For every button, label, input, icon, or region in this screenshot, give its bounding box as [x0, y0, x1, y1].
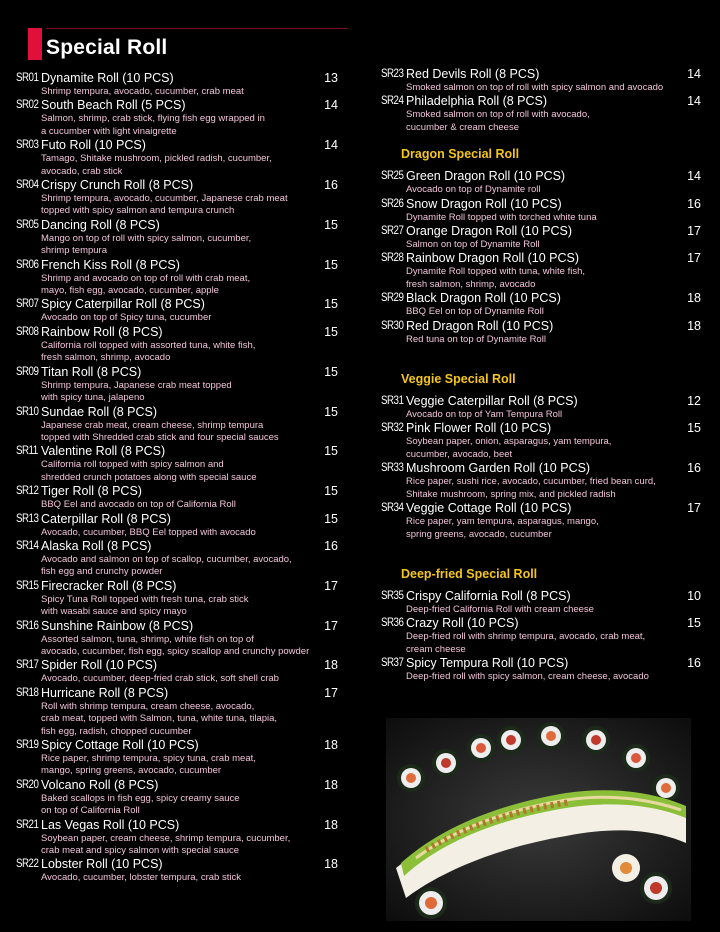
item-description: cucumber, avocado, beet — [406, 448, 513, 460]
item-description: mango, spring greens, avocado, cucumber — [41, 765, 222, 777]
item-code: SR25 — [381, 170, 404, 183]
item-description: Avocado, cucumber, BBQ Eel topped with avocado — [41, 526, 256, 538]
item-name: Sundae Roll (8 PCS) — [41, 404, 158, 419]
item-code: SR04 — [16, 179, 39, 192]
item-description: crab meat, topped with Salmon, tuna, white tuna, tilapia, — [41, 713, 278, 725]
item-name: Rainbow Dragon Roll (10 PCS) — [406, 251, 579, 266]
item-name: Futo Roll (10 PCS) — [41, 138, 146, 153]
item-code: SR15 — [16, 579, 39, 592]
menu-item-sr11 — [16, 444, 338, 484]
item-price: 15 — [324, 257, 338, 272]
item-description: topped with spicy salmon and tempura crunch — [41, 205, 235, 217]
item-price: 18 — [324, 738, 338, 752]
item-code: SR05 — [16, 218, 39, 231]
item-description: Avocado and salmon on top of scallop, cucumber, avocado, — [41, 553, 292, 565]
item-name: Las Vegas Roll (10 PCS) — [41, 817, 180, 832]
item-code: SR37 — [381, 657, 404, 670]
item-price: 15 — [324, 324, 338, 339]
item-code: SR21 — [16, 818, 39, 831]
item-description: cream cheese — [406, 643, 466, 655]
item-price: 17 — [687, 251, 701, 266]
item-price: 14 — [687, 169, 701, 184]
item-code: SR09 — [16, 365, 39, 378]
item-code: SR24 — [381, 95, 404, 108]
item-description: Spicy Tuna Roll topped with fresh tuna, crab stick — [41, 593, 249, 605]
item-description: Avocado, cucumber, deep-fried crab stick, soft shell crab — [41, 673, 279, 685]
dragon-list — [381, 169, 701, 346]
item-name: Veggie Caterpillar Roll (8 PCS) — [406, 394, 578, 409]
item-description: Avocado on top of Dynamite roll — [406, 184, 541, 196]
item-name: Spicy Caterpillar Roll (8 PCS) — [41, 297, 205, 312]
item-description: spring greens, avocado, cucumber — [406, 528, 552, 540]
item-code: SR27 — [381, 225, 404, 238]
item-price: 18 — [324, 817, 338, 832]
item-description: a cucumber with light vinaigrette — [41, 125, 177, 137]
item-name: Pink Flower Roll (10 PCS) — [406, 421, 552, 436]
sushi-photo-image — [386, 718, 691, 921]
item-description: Red tuna on top of Dynamite Roll — [406, 333, 546, 345]
item-description: Rice paper, shrimp tempura, spicy tuna, crab meat, — [41, 753, 256, 764]
menu-item-sr03 — [16, 138, 338, 178]
item-price: 17 — [687, 224, 701, 239]
menu-item-sr21 — [16, 818, 338, 858]
item-name: Dynamite Roll (10 PCS) — [41, 71, 174, 85]
section-heading-dragon: Dragon Special Roll — [401, 147, 520, 162]
item-description: Soybean paper, onion, asparagus, yam tempura, — [406, 436, 612, 448]
item-code: SR02 — [16, 99, 39, 112]
item-price: 15 — [324, 404, 338, 419]
item-description: Smoked salmon on top of roll with spicy salmon and avocado — [406, 82, 664, 93]
item-name: Red Devils Roll (8 PCS) — [406, 67, 540, 81]
item-description: Rice paper, sushi rice, avocado, cucumber, fried bean curd, — [406, 476, 656, 488]
item-price: 16 — [687, 461, 701, 476]
item-name: Dancing Roll (8 PCS) — [41, 217, 160, 232]
menu-item-sr17 — [16, 658, 338, 685]
page-title: Special Roll — [46, 36, 168, 59]
item-code: SR08 — [16, 325, 39, 338]
item-description: on top of California Roll — [41, 805, 140, 817]
item-name: Titan Roll (8 PCS) — [41, 364, 142, 379]
item-price: 17 — [324, 578, 338, 593]
item-price: 14 — [324, 98, 338, 113]
item-price: 18 — [687, 318, 701, 333]
section-heading-veggie: Veggie Special Roll — [401, 372, 516, 387]
item-name: Lobster Roll (10 PCS) — [41, 857, 163, 872]
menu-item-sr04 — [16, 178, 338, 218]
item-price: 10 — [687, 588, 701, 603]
right-menu-column — [381, 67, 701, 684]
item-code: SR35 — [381, 589, 404, 602]
item-code: SR33 — [381, 462, 404, 475]
item-price: 18 — [324, 857, 338, 872]
item-name: Caterpillar Roll (8 PCS) — [41, 511, 171, 526]
item-description: shrimp tempura — [41, 245, 107, 257]
item-description: Mango on top of roll with spicy salmon, cucumber, — [41, 232, 252, 244]
menu-item-sr37 — [381, 656, 701, 683]
item-description: cucumber & cream cheese — [406, 121, 519, 133]
menu-item-sr25 — [381, 169, 701, 196]
menu-item-sr26 — [381, 197, 701, 224]
item-name: Red Dragon Roll (10 PCS) — [406, 318, 554, 333]
item-code: SR34 — [381, 502, 404, 515]
menu-item-sr05 — [16, 218, 338, 258]
item-code: SR23 — [381, 68, 404, 80]
menu-item-sr02 — [16, 98, 338, 138]
item-price: 16 — [324, 178, 338, 193]
item-price: 15 — [324, 364, 338, 379]
menu-item-sr32 — [381, 421, 701, 461]
item-name: Tiger Roll (8 PCS) — [41, 484, 142, 499]
item-price: 15 — [324, 297, 338, 312]
menu-item-sr31 — [381, 394, 701, 421]
item-description: avocado, crab stick — [41, 165, 123, 177]
title-rule — [46, 28, 348, 29]
sushi-photo — [386, 718, 691, 921]
item-description: with wasabi sauce and spicy mayo — [41, 606, 187, 618]
menu-item-sr12 — [16, 484, 338, 511]
item-name: French Kiss Roll (8 PCS) — [41, 257, 180, 272]
item-price: 15 — [324, 444, 338, 459]
menu-item-sr27 — [381, 224, 701, 251]
item-name: Hurricane Roll (8 PCS) — [41, 685, 169, 700]
item-description: Avocado on top of Yam Tempura Roll — [406, 409, 563, 421]
item-price: 13 — [324, 71, 338, 85]
item-name: Veggie Cottage Roll (10 PCS) — [406, 501, 572, 516]
item-name: Crispy Crunch Roll (8 PCS) — [41, 178, 194, 193]
menu-item-sr06 — [16, 258, 338, 298]
item-price: 16 — [324, 538, 338, 553]
menu-item-sr13 — [16, 512, 338, 539]
menu-item-sr36 — [381, 616, 701, 656]
item-code: SR32 — [381, 422, 404, 435]
menu-item-sr07 — [16, 297, 338, 324]
item-name: Spicy Tempura Roll (10 PCS) — [406, 656, 569, 671]
item-description: Deep-fried roll with spicy salmon, cream cheese, avocado — [406, 671, 649, 683]
item-price: 14 — [687, 67, 701, 81]
item-code: SR03 — [16, 139, 39, 152]
item-name: Spider Roll (10 PCS) — [41, 658, 158, 673]
item-code: SR22 — [16, 858, 39, 871]
item-price: 15 — [324, 217, 338, 232]
item-code: SR31 — [381, 395, 404, 408]
item-description: Deep-fried roll with shrimp tempura, avocado, crab meat, — [406, 631, 646, 643]
item-description: Shrimp tempura, avocado, cucumber, crab meat — [41, 86, 244, 97]
item-code: SR26 — [381, 197, 404, 210]
item-price: 18 — [324, 658, 338, 673]
item-description: fish egg and crunchy powder — [41, 566, 163, 578]
menu-item-sr15 — [16, 579, 338, 619]
item-description: Smoked salmon on top of roll with avocado, — [406, 109, 590, 121]
item-name: Sunshine Rainbow (8 PCS) — [41, 618, 194, 633]
item-description: avocado, cucumber, fish egg, spicy scallop and crunchy powder — [41, 645, 310, 657]
item-price: 15 — [324, 484, 338, 499]
item-description: Shitake mushroom, spring mix, and pickled radish — [406, 488, 616, 500]
item-code: SR19 — [16, 739, 39, 751]
item-description: BBQ Eel and avocado on top of California Roll — [41, 499, 236, 511]
item-description: Japanese crab meat, cream cheese, shrimp tempura — [41, 419, 264, 431]
menu-item-sr14 — [16, 539, 338, 579]
item-code: SR17 — [16, 659, 39, 672]
menu-item-sr30 — [381, 319, 701, 346]
item-description: with spicy tuna, jalapeno — [41, 392, 145, 404]
item-description: Assorted salmon, tuna, shrimp, white fish on top of — [41, 633, 254, 645]
item-code: SR07 — [16, 298, 39, 311]
item-description: Deep-fried California Roll with cream cheese — [406, 603, 594, 615]
item-description: Rice paper, yam tempura, asparagus, mango, — [406, 516, 599, 528]
item-description: topped with Shredded crab stick and four special sauces — [41, 431, 279, 443]
item-name: Philadelphia Roll (8 PCS) — [406, 94, 548, 109]
item-name: Alaska Roll (8 PCS) — [41, 538, 152, 553]
item-description: Shrimp and avocado on top of roll with crab meat, — [41, 272, 251, 284]
item-price: 14 — [324, 138, 338, 153]
item-description: BBQ Eel on top of Dynamite Roll — [406, 306, 544, 318]
menu-item-sr10 — [16, 405, 338, 445]
item-code: SR20 — [16, 778, 39, 791]
item-price: 17 — [324, 618, 338, 633]
right-top-list — [381, 67, 701, 134]
item-price: 15 — [687, 421, 701, 436]
item-description: Shrimp tempura, Japanese crab meat topped — [41, 379, 232, 391]
item-name: Snow Dragon Roll (10 PCS) — [406, 196, 562, 211]
item-description: Roll with shrimp tempura, cream cheese, avocado, — [41, 700, 255, 712]
item-price: 17 — [687, 501, 701, 516]
item-description: California roll topped with assorted tuna, white fish, — [41, 339, 256, 351]
left-menu-column — [16, 71, 338, 885]
title-accent-bar — [28, 28, 42, 60]
menu-item-sr22 — [16, 857, 338, 884]
menu-item-sr28 — [381, 251, 701, 291]
item-name: South Beach Roll (5 PCS) — [41, 98, 186, 113]
menu-item-sr23 — [381, 67, 701, 94]
item-name: Valentine Roll (8 PCS) — [41, 444, 166, 459]
item-price: 18 — [687, 291, 701, 306]
menu-item-sr01 — [16, 71, 338, 98]
item-name: Black Dragon Roll (10 PCS) — [406, 291, 561, 306]
item-code: SR06 — [16, 258, 39, 271]
deepfried-list — [381, 589, 701, 684]
item-code: SR12 — [16, 485, 39, 498]
item-code: SR30 — [381, 319, 404, 332]
item-description: Dynamite Roll topped with torched white tuna — [406, 211, 597, 223]
menu-item-sr08 — [16, 325, 338, 365]
section-heading-deepfried: Deep-fried Special Roll — [401, 566, 538, 581]
item-name: Mushroom Garden Roll (10 PCS) — [406, 461, 591, 476]
item-description: crab meat and spicy salmon with special sauce — [41, 845, 240, 857]
menu-item-sr34 — [381, 501, 701, 541]
item-price: 14 — [687, 94, 701, 109]
item-code: SR01 — [16, 72, 39, 84]
menu-item-sr35 — [381, 589, 701, 616]
item-description: fish egg, radish, chopped cucumber — [41, 725, 192, 737]
item-description: Tamago, Shitake mushroom, pickled radish, cucumber, — [41, 153, 272, 165]
menu-item-sr20 — [16, 778, 338, 818]
item-description: fresh salmon, shrimp, avocado — [41, 352, 171, 364]
item-code: SR11 — [16, 445, 38, 458]
item-description: shredded crunch potatoes along with special sauce — [41, 471, 257, 483]
item-name: Crazy Roll (10 PCS) — [406, 616, 519, 631]
item-code: SR14 — [16, 539, 39, 552]
item-name: Firecracker Roll (8 PCS) — [41, 578, 177, 593]
item-price: 15 — [687, 616, 701, 631]
item-price: 15 — [324, 511, 338, 526]
item-name: Spicy Cottage Roll (10 PCS) — [41, 738, 199, 752]
menu-item-sr18 — [16, 686, 338, 738]
item-price: 17 — [324, 685, 338, 700]
menu-item-sr24 — [381, 94, 701, 134]
item-price: 16 — [687, 196, 701, 211]
item-name: Green Dragon Roll (10 PCS) — [406, 169, 566, 184]
item-code: SR29 — [381, 292, 404, 305]
item-description: Salmon on top of Dynamite Roll — [406, 239, 540, 251]
item-code: SR28 — [381, 252, 404, 265]
item-description: fresh salmon, shrimp, avocado — [406, 278, 536, 290]
item-description: Salmon, shrimp, crab stick, flying fish egg wrapped in — [41, 113, 265, 125]
item-description: Soybean paper, cream cheese, shrimp tempura, cucumber, — [41, 832, 291, 844]
menu-item-sr29 — [381, 291, 701, 318]
item-description: Avocado on top of Spicy tuna, cucumber — [41, 312, 212, 324]
item-price: 12 — [687, 394, 701, 409]
item-description: Baked scallops in fish egg, spicy creamy sauce — [41, 792, 240, 804]
item-name: Crispy California Roll (8 PCS) — [406, 588, 571, 603]
menu-item-sr16 — [16, 619, 338, 659]
menu-item-sr19 — [16, 738, 338, 778]
item-code: SR16 — [16, 619, 39, 632]
item-price: 16 — [687, 656, 701, 671]
item-description: California roll topped with spicy salmon and — [41, 459, 224, 471]
item-name: Orange Dragon Roll (10 PCS) — [406, 224, 573, 239]
item-name: Rainbow Roll (8 PCS) — [41, 324, 163, 339]
item-code: SR36 — [381, 617, 404, 630]
item-name: Volcano Roll (8 PCS) — [41, 777, 159, 792]
item-description: Shrimp tempura, avocado, cucumber, Japanese crab meat — [41, 193, 288, 205]
menu-item-sr33 — [381, 461, 701, 501]
menu-item-sr09 — [16, 365, 338, 405]
item-description: Avocado, cucumber, lobster tempura, crab stick — [41, 872, 241, 884]
item-description: mayo, fish egg, avocado, cucumber, apple — [41, 285, 219, 297]
item-code: SR18 — [16, 686, 39, 699]
item-code: SR13 — [16, 512, 39, 525]
item-code: SR10 — [16, 405, 39, 418]
veggie-list — [381, 394, 701, 541]
item-description: Dynamite Roll topped with tuna, white fish, — [406, 266, 586, 278]
item-price: 18 — [324, 777, 338, 792]
